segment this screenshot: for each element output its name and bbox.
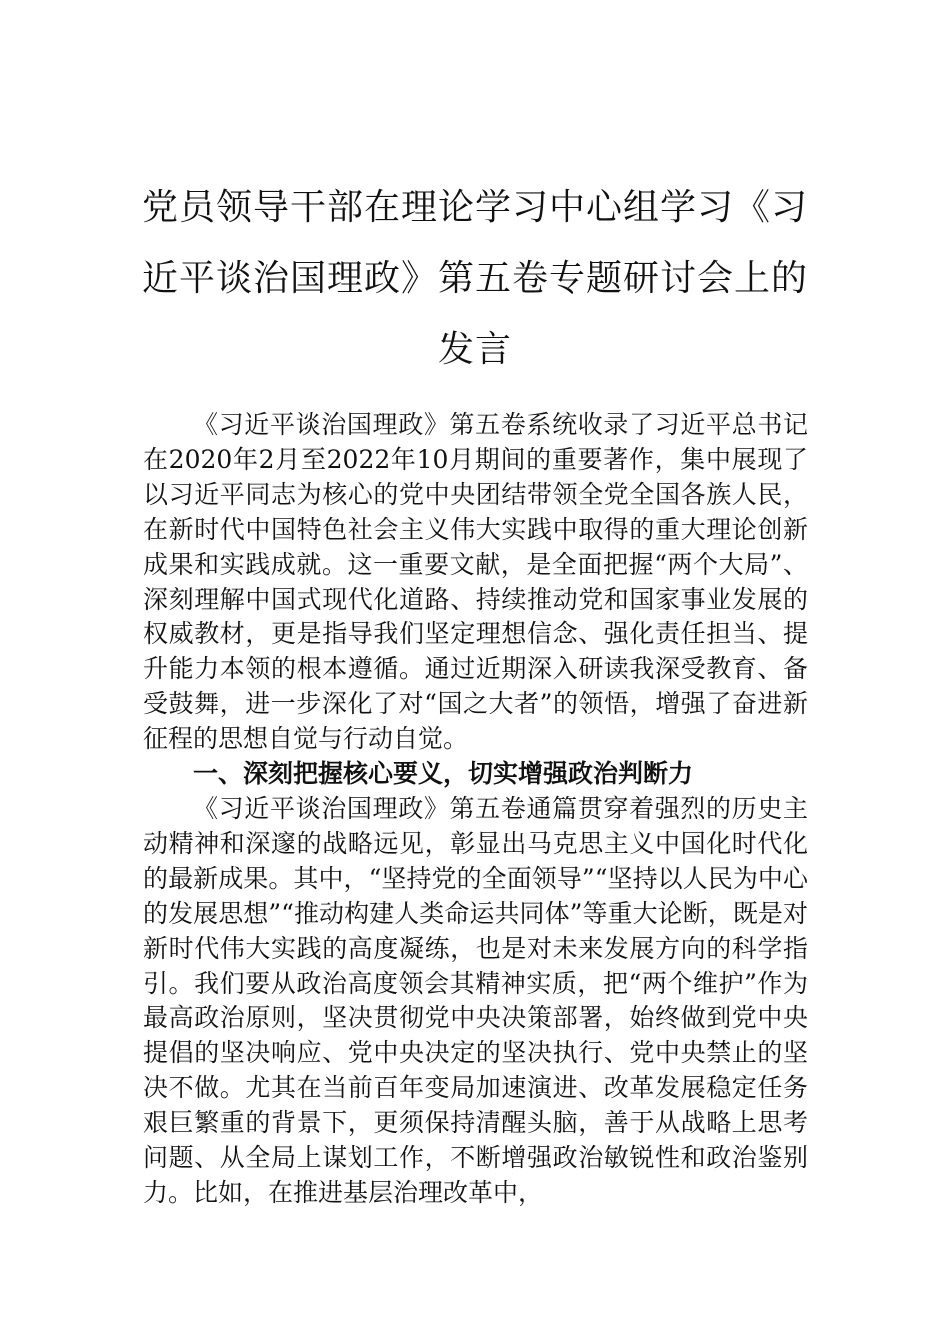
section-paragraph: 《习近平谈治国理政》第五卷通篇贯穿着强烈的历史主动精神和深邃的战略远见，彰显出马克思主义中国化时代化的最新成果。其中，“坚持党的全面领导”“坚持以人民为中心的发展思想”“推动构建人类命运共同体”等重大论断，既是对新时代伟大实践的高度凝练，也是对未来发展方向的科学指引。我们要从政治高度领会其精神实质，把“两个维护”作为最高政治原则，坚决贯彻党中央决策部署，始终做到党中央提倡的坚决响应、党中央决定的坚决执行、党中央禁止的坚决不做。尤其在当前百年变局加速演进、改革发展稳定任务艰巨繁重的背景下，更须保持清醒头脑，善于从战略上思考问题、从全局上谋划工作，不断增强政治敏锐性和政治鉴别力。比如，在推进基层治理改革中， (143, 793, 808, 1207)
section-heading: 一、深刻把握核心要义，切实增强政治判断力 (193, 759, 694, 789)
document-title: 党员领导干部在理论学习中心组学习《习近平谈治国理政》第五卷专题研讨会上的发言 (141, 187, 808, 370)
document-body (143, 408, 808, 1211)
intro-paragraph: 《习近平谈治国理政》第五卷系统收录了习近平总书记在2020年2月至2022年10月期间的重要著作，集中展现了以习近平同志为核心的党中央团结带领全党全国各族人民，在新时代中国特色社会主义伟大实践中取得的重大理论创新成果和实践成就。这一重要文献，是全面把握“两个大局”、深刻理解中国式现代化道路、持续推动党和国家事业发展的权威教材，更是指导我们坚定理想信念、强化责任担当、提升能力本领的根本遵循。通过近期深入研读我深受教育、备受鼓舞，进一步深化了对“国之大者”的领悟，增强了奋进新征程的思想自觉与行动自觉。 (143, 410, 808, 754)
